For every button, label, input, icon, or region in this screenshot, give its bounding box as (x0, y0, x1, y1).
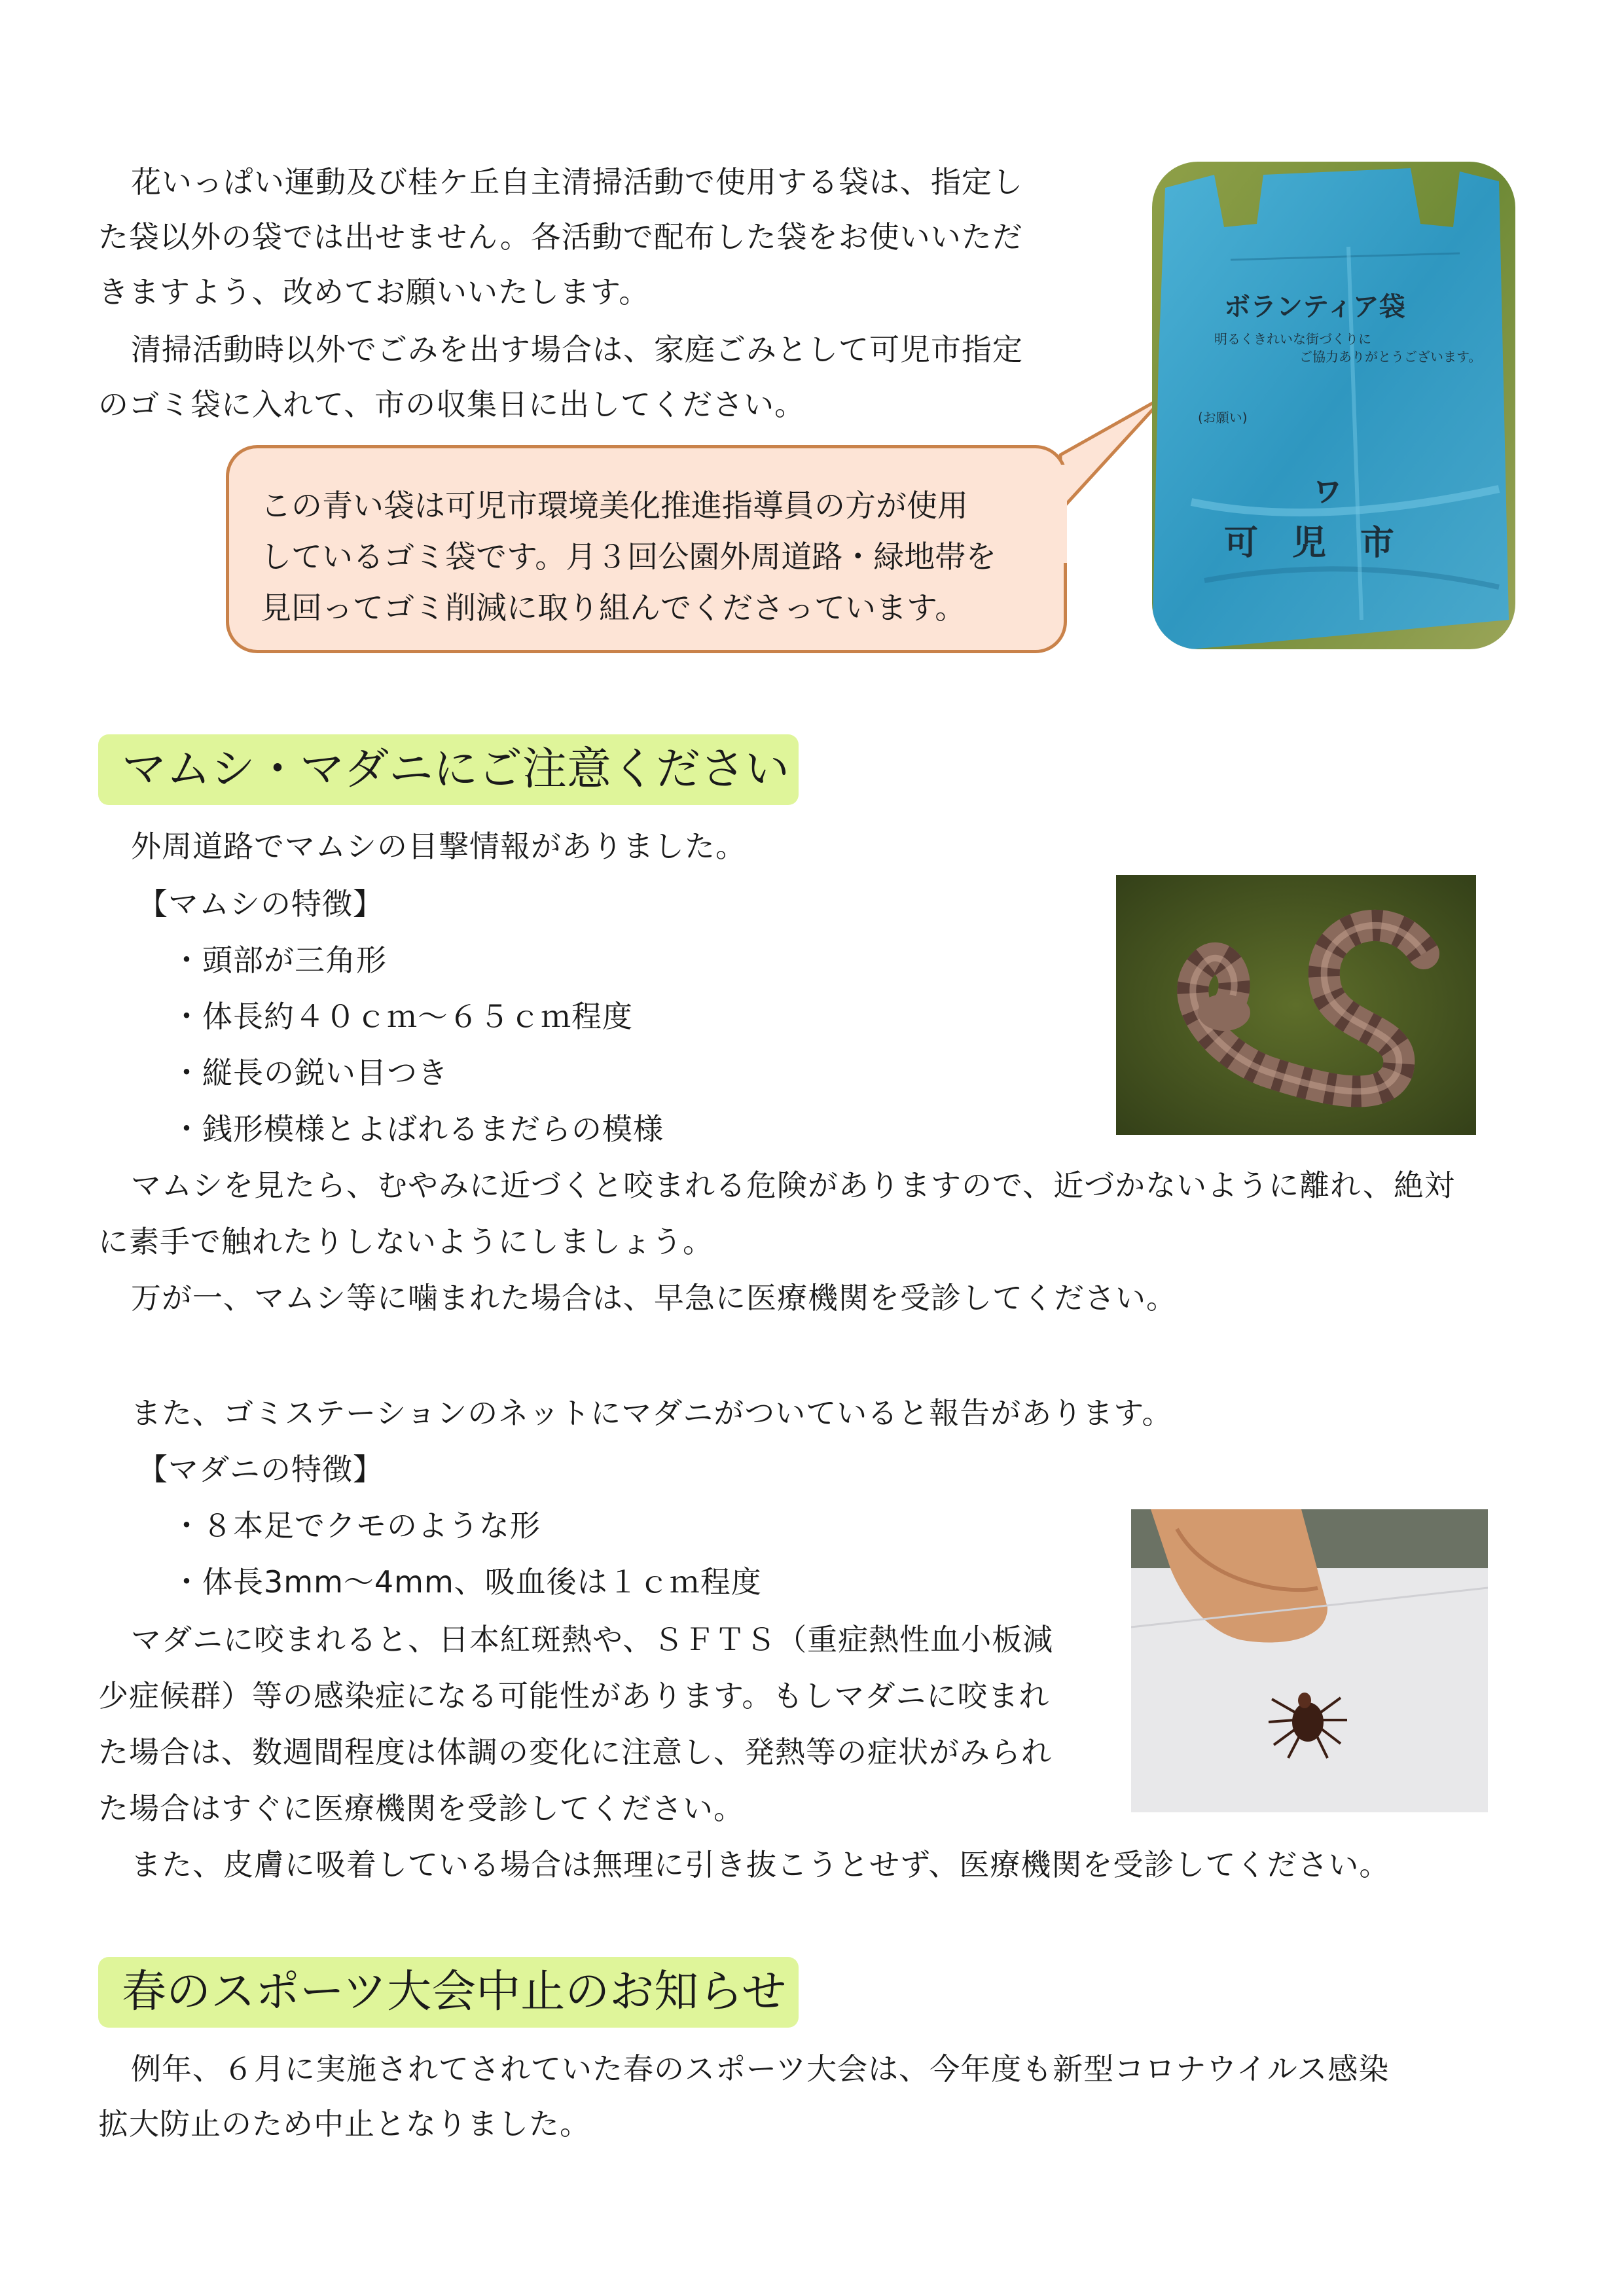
mamushi-snake-photo (1116, 875, 1476, 1135)
body-line: 外周道路でマムシの目撃情報がありました。 (131, 829, 746, 864)
intro-line: のゴミ袋に入れて、市の収集日に出してください。 (98, 387, 806, 422)
bag-city-logo-icon: ヮ (1309, 467, 1346, 510)
body-line: 【マダニの特徴】 (137, 1452, 384, 1487)
madani-tick-photo (1131, 1509, 1488, 1812)
tick-illustration (1131, 1509, 1488, 1812)
body-line: また、皮膚に吸着している場合は無理に引き抜こうとせず、医療機関を受診してください。 (131, 1847, 1390, 1882)
intro-line: 花いっぱい運動及び桂ケ丘自主清掃活動で使用する袋は、指定し (131, 164, 1023, 200)
bag-subtitle: 明るくきれいな街づくりに (1214, 331, 1371, 347)
body-line: マダニに咬まれると、日本紅斑熱や、ＳＦＴＳ（重症熱性血小板減 (131, 1622, 1054, 1657)
bag-note-heading: (お願い) (1198, 410, 1248, 425)
callout-line: この青い袋は可児市環境美化推進指導員の方が使用 (261, 488, 968, 524)
bullet-item: ・８本足でクモのような形 (171, 1508, 541, 1543)
bullet-item: ・体長3mm～4mm、吸血後は１ｃｍ程度 (171, 1564, 762, 1600)
body-line: 例年、６月に実施されてされていた春のスポーツ大会は、今年度も新型コロナウイルス感染 (131, 2051, 1390, 2087)
bullet-item: ・銭形模様とよばれるまだらの模様 (171, 1111, 664, 1147)
bag-title: ボランティア袋 (1224, 292, 1405, 322)
callout-line: 見回ってゴミ削減に取り組んでくださっています。 (261, 590, 966, 626)
body-line: 少症候群）等の感染症になる可能性があります。もしマダニに咬まれ (98, 1678, 1050, 1713)
section-heading-sports: 春のスポーツ大会中止のお知らせ (98, 1957, 799, 2028)
callout-bubble (226, 445, 1067, 653)
body-line: 万が一、マムシ等に噛まれた場合は、早急に医療機関を受診してください。 (131, 1280, 1177, 1316)
callout-line: しているゴミ袋です。月３回公園外周道路・緑地帯を (261, 539, 997, 575)
bag-illustration (1152, 162, 1515, 649)
snake-illustration (1116, 875, 1476, 1135)
body-line: 【マムシの特徴】 (137, 886, 384, 922)
bag-city: 可 児 市 (1224, 524, 1395, 563)
body-line: に素手で触れたりしないようにしましょう。 (98, 1224, 713, 1259)
bullet-item: ・縦長の鋭い目つき (171, 1055, 448, 1090)
bullet-item: ・体長約４０ｃｍ～６５ｃｍ程度 (171, 999, 633, 1034)
intro-line: きますよう、改めてお願いいたします。 (98, 274, 650, 310)
body-line: マムシを見たら、むやみに近づくと咬まれる危険がありますので、近づかないように離れ、絶対 (131, 1168, 1455, 1203)
body-line: た場合は、数週間程度は体調の変化に注意し、発熱等の症状がみられ (98, 1734, 1052, 1770)
intro-line: た袋以外の袋では出せません。各活動で配布した袋をお使いいただ (98, 219, 1023, 255)
body-line: 拡大防止のため中止となりました。 (98, 2106, 590, 2142)
intro-line: 清掃活動時以外でごみを出す場合は、家庭ごみとして可児市指定 (131, 332, 1023, 367)
bag-subtitle-2: ご協力ありがとうございます。 (1299, 349, 1482, 365)
volunteer-bag-photo (1152, 162, 1515, 649)
section-heading-mamushi: マムシ・マダニにご注意ください (98, 734, 799, 805)
bullet-item: ・頭部が三角形 (171, 942, 387, 978)
body-line: た場合はすぐに医療機関を受診してください。 (98, 1791, 744, 1826)
body-line: また、ゴミステーションのネットにマダニがついていると報告があります。 (131, 1395, 1173, 1431)
